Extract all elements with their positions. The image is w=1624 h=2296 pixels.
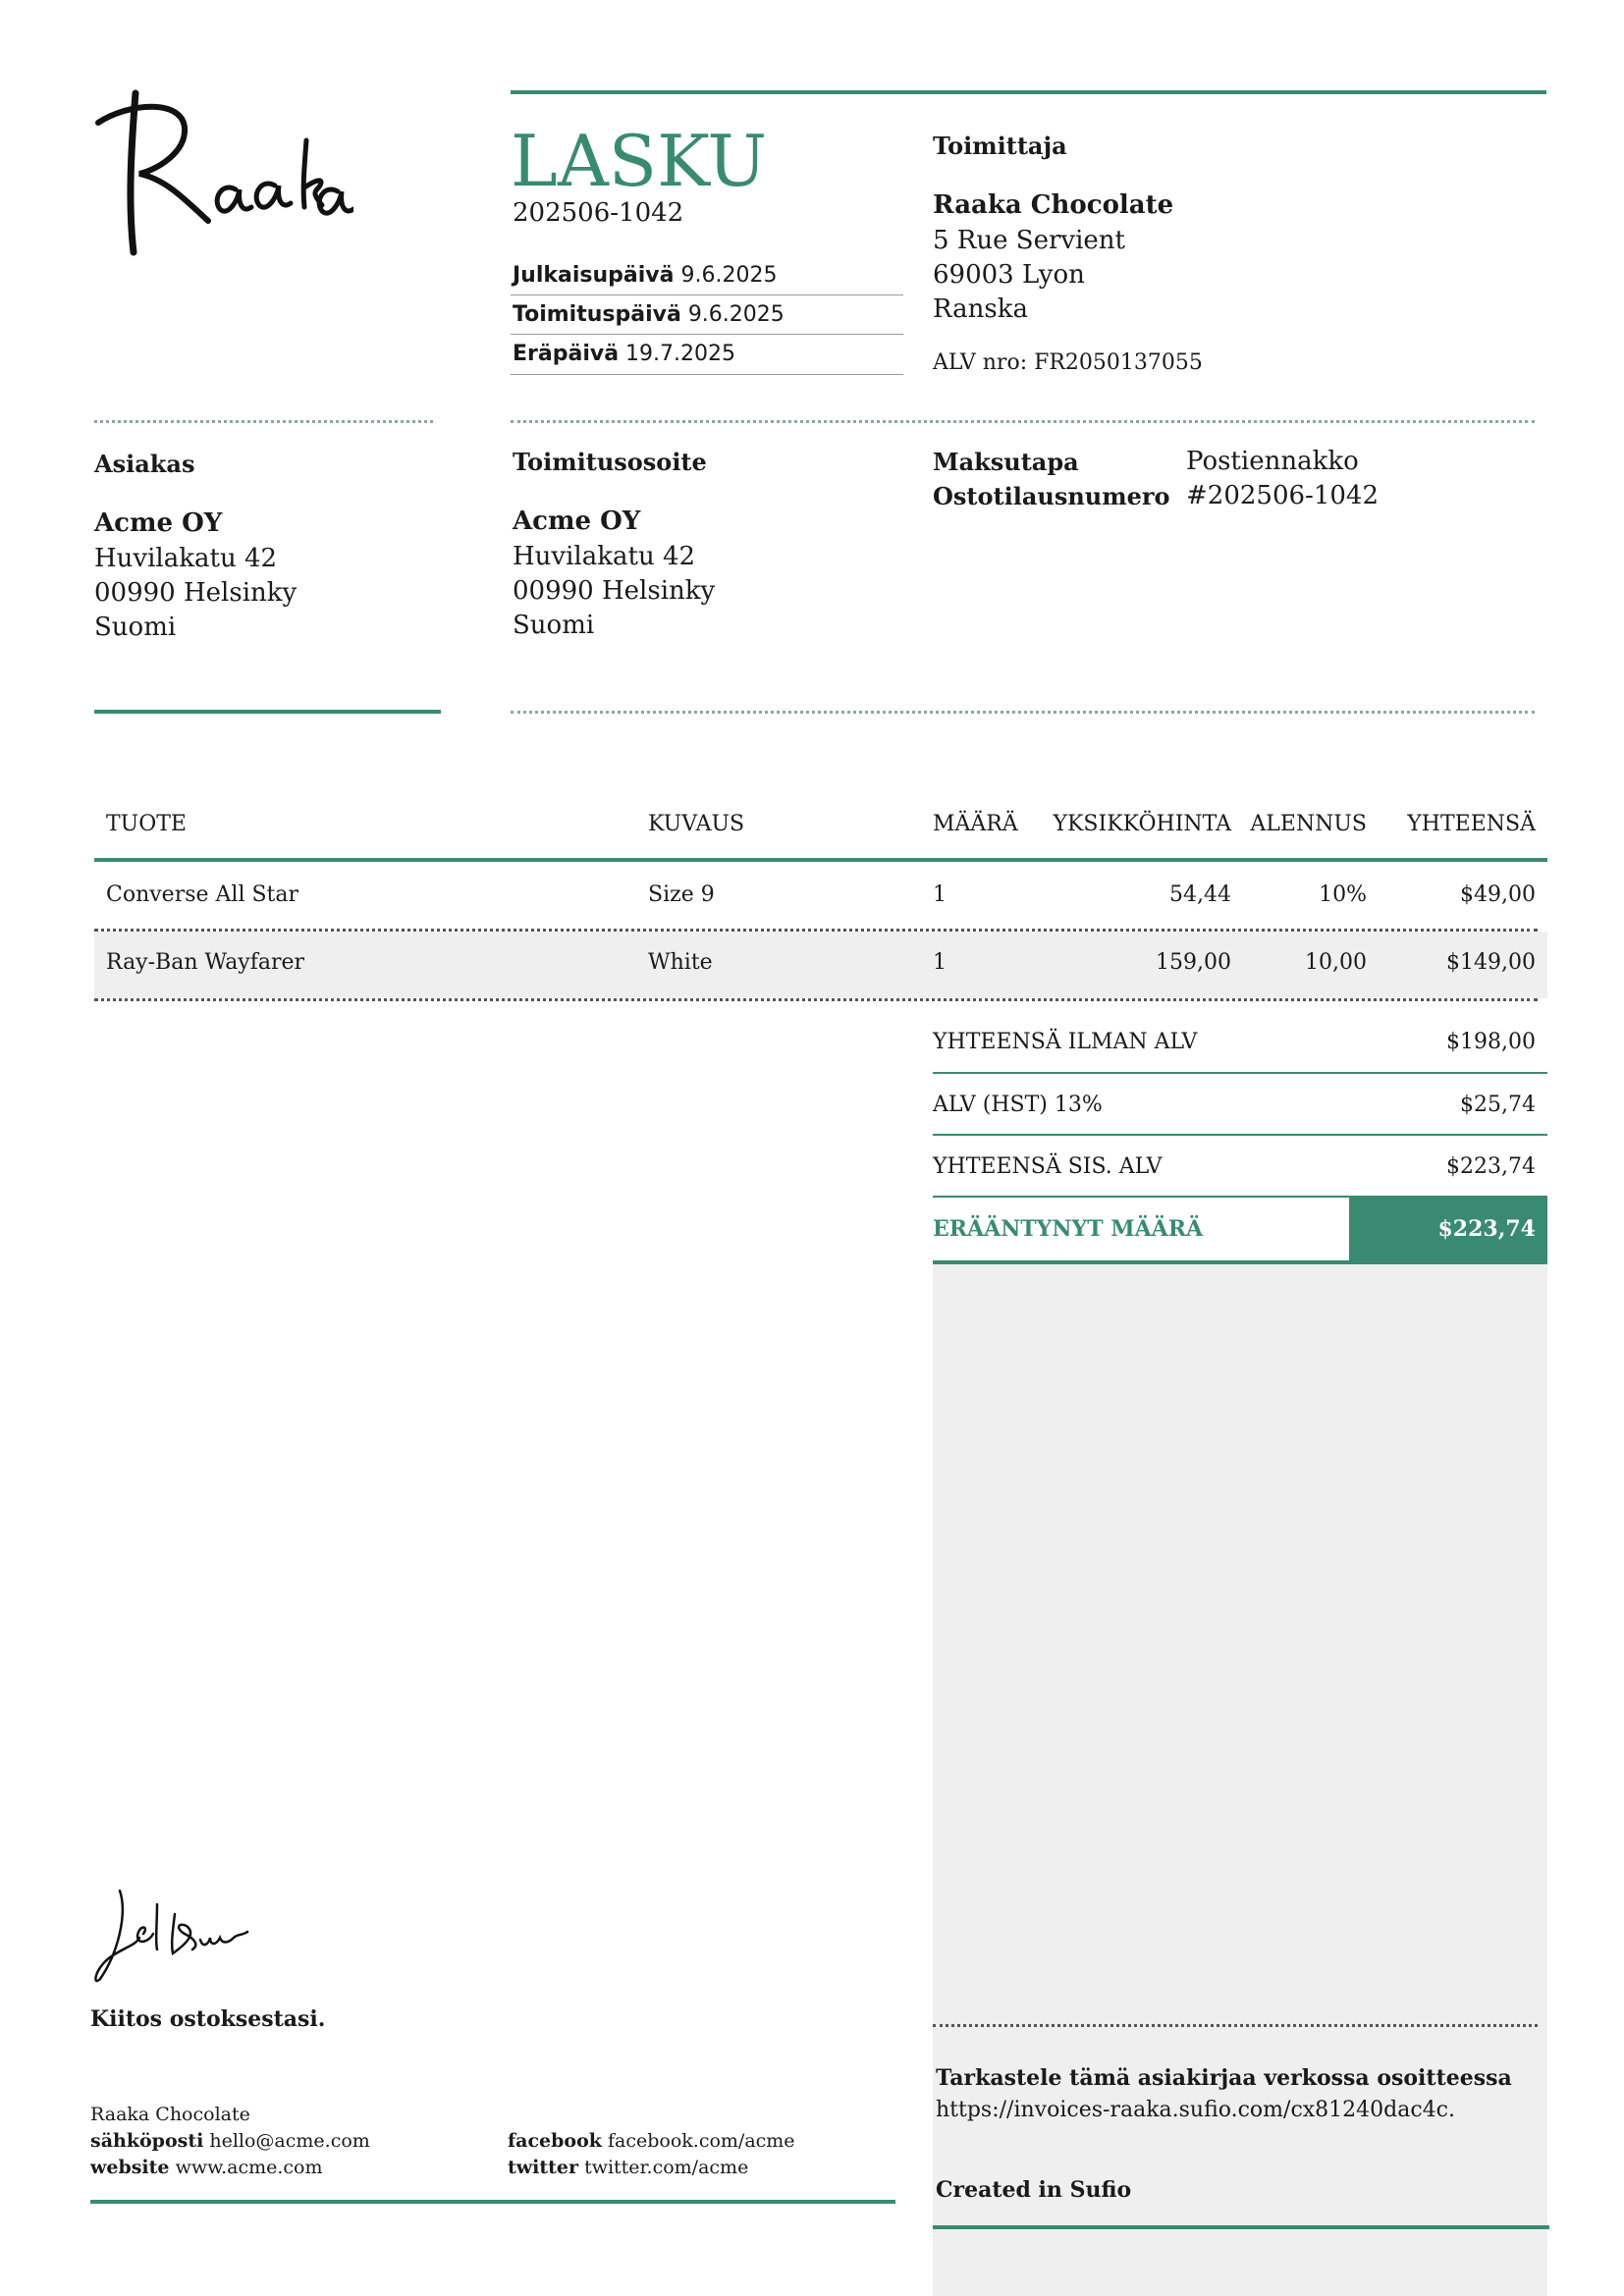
footer-website-label: website	[90, 2157, 170, 2178]
cell-product: Ray-Ban Wayfarer	[106, 950, 305, 975]
column-header-description: KUVAUS	[648, 812, 745, 836]
cell-description: White	[648, 950, 713, 975]
subtotal-value: $198,00	[1446, 1030, 1536, 1054]
cell-discount: 10%	[1319, 882, 1367, 907]
footer-website	[90, 2157, 323, 2178]
row-divider	[94, 998, 1538, 1001]
cell-quantity: 1	[933, 950, 947, 975]
column-header-product: TUOTE	[106, 812, 187, 836]
footer-twitter-label: twitter	[508, 2157, 579, 2178]
column-header-total: YHTEENSÄ	[1407, 812, 1536, 836]
customer-name: Acme OY	[94, 508, 223, 538]
footer-email-label: sähköposti	[90, 2130, 204, 2152]
cell-total: $49,00	[1460, 882, 1536, 907]
amount-due-label: ERÄÄNTYNYT MÄÄRÄ	[933, 1216, 1204, 1242]
header-top-rule	[511, 90, 1546, 94]
cell-description: Size 9	[648, 882, 715, 907]
shipping-address-line: 00990 Helsinky	[513, 576, 716, 606]
online-view-url[interactable]: https://invoices-raaka.sufio.com/cx81240dac4c.	[936, 2098, 1455, 2122]
totals-divider	[933, 1072, 1547, 1074]
section-divider	[511, 711, 1535, 714]
date-delivery-label: Toimituspäivä	[513, 302, 681, 327]
invoice-number: 202506-1042	[513, 198, 684, 228]
total-incl-tax-value: $223,74	[1446, 1154, 1536, 1179]
tax-label: ALV (HST) 13%	[933, 1093, 1103, 1117]
date-divider	[511, 374, 903, 375]
date-issue-label: Julkaisupäivä	[513, 263, 675, 288]
po-number-value: #202506-1042	[1186, 481, 1379, 510]
amount-due-value: $223,74	[1437, 1216, 1536, 1242]
payment-method-label: Maksutapa	[933, 448, 1079, 476]
cell-product: Converse All Star	[106, 882, 299, 907]
footer-bottom-rule	[90, 2200, 895, 2204]
column-header-unit-price: YKSIKKÖHINTA	[1053, 812, 1231, 836]
section-divider	[94, 420, 433, 423]
po-number-label: Ostotilausnumero	[933, 482, 1170, 510]
total-incl-tax-label: YHTEENSÄ SIS. ALV	[933, 1154, 1163, 1179]
footer-email-value[interactable]: hello@acme.com	[209, 2130, 370, 2152]
date-due-label: Eräpäivä	[513, 342, 620, 366]
online-view-text: Tarkastele tämä asiakirjaa verkossa osoitteessa	[936, 2065, 1512, 2091]
section-divider	[511, 420, 1535, 423]
cell-unit-price: 54,44	[1169, 882, 1231, 907]
shipping-heading: Toimitusosoite	[513, 448, 707, 476]
supplier-address-line: Ranska	[933, 294, 1029, 324]
panel-divider	[933, 2024, 1538, 2027]
shipping-name: Acme OY	[513, 507, 641, 536]
signature-icon	[88, 1885, 255, 1993]
supplier-vat: ALV nro: FR2050137055	[933, 350, 1203, 375]
date-issue-value: 9.6.2025	[680, 263, 778, 288]
thank-you-note: Kiitos ostoksestasi.	[90, 2006, 326, 2032]
footer-email	[90, 2130, 370, 2152]
customer-bottom-rule	[94, 710, 441, 714]
footer-twitter	[508, 2157, 748, 2178]
customer-address-line: Suomi	[94, 613, 177, 642]
shipping-address-line: Suomi	[513, 611, 595, 640]
column-header-quantity: MÄÄRÄ	[933, 812, 1018, 836]
cell-discount: 10,00	[1305, 950, 1367, 975]
date-issue	[513, 263, 777, 288]
cell-total: $149,00	[1446, 950, 1536, 975]
online-panel	[933, 1264, 1547, 2296]
date-divider	[511, 334, 903, 335]
supplier-heading: Toimittaja	[933, 132, 1067, 160]
footer-twitter-value[interactable]: twitter.com/acme	[584, 2157, 749, 2178]
company-logo	[88, 83, 353, 270]
signature	[88, 1885, 255, 1993]
payment-method-value: Postiennakko	[1186, 447, 1359, 476]
footer-facebook-label: facebook	[508, 2130, 602, 2152]
footer-company: Raaka Chocolate	[90, 2104, 250, 2125]
cell-unit-price: 159,00	[1156, 950, 1231, 975]
document-title: LASKU	[511, 120, 768, 202]
subtotal-label: YHTEENSÄ ILMAN ALV	[933, 1030, 1198, 1054]
shipping-address-line: Huvilakatu 42	[513, 542, 696, 571]
customer-address-line: 00990 Helsinky	[94, 578, 298, 608]
raaka-logo-icon	[88, 83, 353, 270]
panel-bottom-rule	[933, 2225, 1549, 2229]
tax-value: $25,74	[1460, 1093, 1536, 1117]
supplier-address-line: 5 Rue Servient	[933, 226, 1125, 255]
footer-website-value[interactable]: www.acme.com	[175, 2157, 323, 2178]
date-divider	[511, 294, 903, 295]
date-delivery	[513, 302, 785, 327]
column-header-discount: ALENNUS	[1250, 812, 1367, 836]
cell-quantity: 1	[933, 882, 947, 907]
totals-divider	[933, 1134, 1547, 1136]
date-delivery-value: 9.6.2025	[687, 302, 785, 327]
customer-heading: Asiakas	[94, 450, 195, 478]
footer-facebook-value[interactable]: facebook.com/acme	[607, 2130, 795, 2152]
footer-facebook	[508, 2130, 795, 2152]
date-due	[513, 342, 735, 366]
supplier-address-line: 69003 Lyon	[933, 260, 1085, 290]
date-due-value: 19.7.2025	[625, 342, 736, 366]
table-header-rule	[94, 858, 1547, 862]
supplier-name: Raaka Chocolate	[933, 190, 1174, 220]
created-in-sufio: Created in Sufio	[936, 2177, 1132, 2203]
customer-address-line: Huvilakatu 42	[94, 544, 278, 573]
